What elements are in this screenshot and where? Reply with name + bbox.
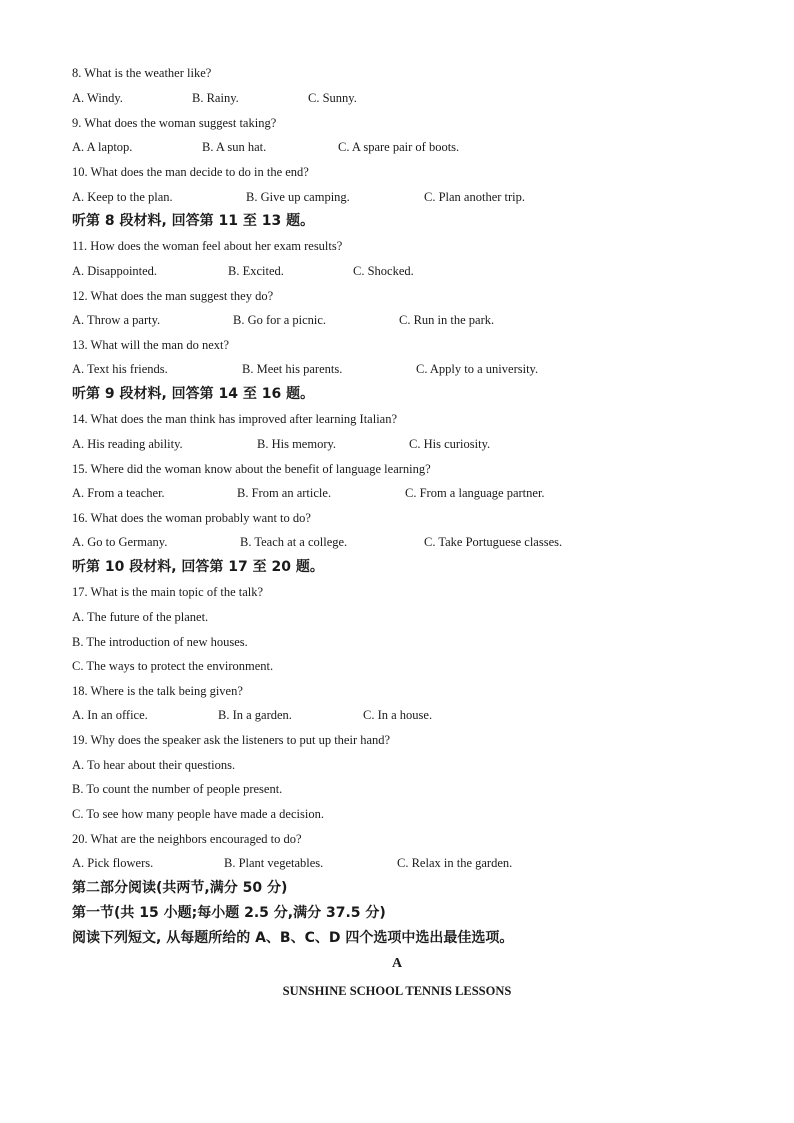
answer-option: C. In a house. [363,708,433,722]
question-text: C. The ways to protect the environment. [72,659,274,673]
section-heading: 阅读下列短文, 从每题所给的 A、B、C、D 四个选项中选出最佳选项。 [72,930,514,946]
section-heading: 第一节(共 15 小题;每小题 2.5 分,满分 37.5 分) [72,905,386,921]
answer-option: C. Relax in the garden. [397,856,513,870]
answer-option: B. Teach at a college. [240,535,348,549]
answer-option: B. Plant vegetables. [224,856,324,870]
section-heading: 听第 8 段材料, 回答第 11 至 13 题。 [72,213,315,229]
answer-option: C. Apply to a university. [416,362,539,376]
answer-option: A. His reading ability. [72,437,183,451]
answer-option: A. Keep to the plan. [72,190,173,204]
section-heading: 听第 10 段材料, 回答第 17 至 20 题。 [72,559,324,575]
answer-option: B. Give up camping. [246,190,350,204]
question-text: B. The introduction of new houses. [72,635,248,649]
question-text: B. To count the number of people present. [72,782,283,796]
answer-option: C. His curiosity. [409,437,491,451]
passage-title: SUNSHINE SCHOOL TENNIS LESSONS [282,984,512,998]
question-text: 9. What does the woman suggest taking? [72,116,277,130]
answer-option: A. From a teacher. [72,486,165,500]
question-text: 20. What are the neighbors encouraged to do? [72,832,302,846]
question-text: 15. Where did the woman know about the benefit of language learning? [72,462,431,476]
question-text: A. To hear about their questions. [72,758,236,772]
section-heading: 第二部分阅读(共两节,满分 50 分) [72,880,288,896]
answer-option: C. Take Portuguese classes. [424,535,563,549]
answer-option: B. A sun hat. [202,140,267,154]
question-text: 14. What does the man think has improved after learning Italian? [72,412,398,426]
question-text: 12. What does the man suggest they do? [72,289,274,303]
question-text: 16. What does the woman probably want to do? [72,511,311,525]
answer-option: B. Excited. [228,264,284,278]
answer-option: C. Plan another trip. [424,190,526,204]
answer-option: A. Text his friends. [72,362,168,376]
question-text: 11. How does the woman feel about her exam results? [72,239,343,253]
question-text: 17. What is the main topic of the talk? [72,585,264,599]
question-text: 8. What is the weather like? [72,66,212,80]
answer-option: A. In an office. [72,708,148,722]
question-text: A. The future of the planet. [72,610,209,624]
answer-option: B. Meet his parents. [242,362,343,376]
answer-option: B. Go for a picnic. [233,313,327,327]
section-heading: 听第 9 段材料, 回答第 14 至 16 题。 [72,386,315,402]
answer-option: A. Throw a party. [72,313,161,327]
answer-option: C. Sunny. [308,91,357,105]
question-text: 18. Where is the talk being given? [72,684,243,698]
answer-option: B. Rainy. [192,91,239,105]
answer-option: A. Disappointed. [72,264,158,278]
question-text: 19. Why does the speaker ask the listeners to put up their hand? [72,733,391,747]
answer-option: C. A spare pair of boots. [338,140,460,154]
question-text: 10. What does the man decide to do in the end? [72,165,309,179]
answer-option: A. A laptop. [72,140,133,154]
answer-option: B. From an article. [237,486,332,500]
answer-option: C. From a language partner. [405,486,545,500]
passage-label: A [391,956,403,971]
answer-option: A. Windy. [72,91,123,105]
question-text: C. To see how many people have made a decision. [72,807,324,821]
answer-option: B. In a garden. [218,708,292,722]
answer-option: A. Go to Germany. [72,535,168,549]
question-text: 13. What will the man do next? [72,338,230,352]
answer-option: C. Shocked. [353,264,414,278]
answer-option: B. His memory. [257,437,337,451]
answer-option: A. Pick flowers. [72,856,154,870]
answer-option: C. Run in the park. [399,313,495,327]
